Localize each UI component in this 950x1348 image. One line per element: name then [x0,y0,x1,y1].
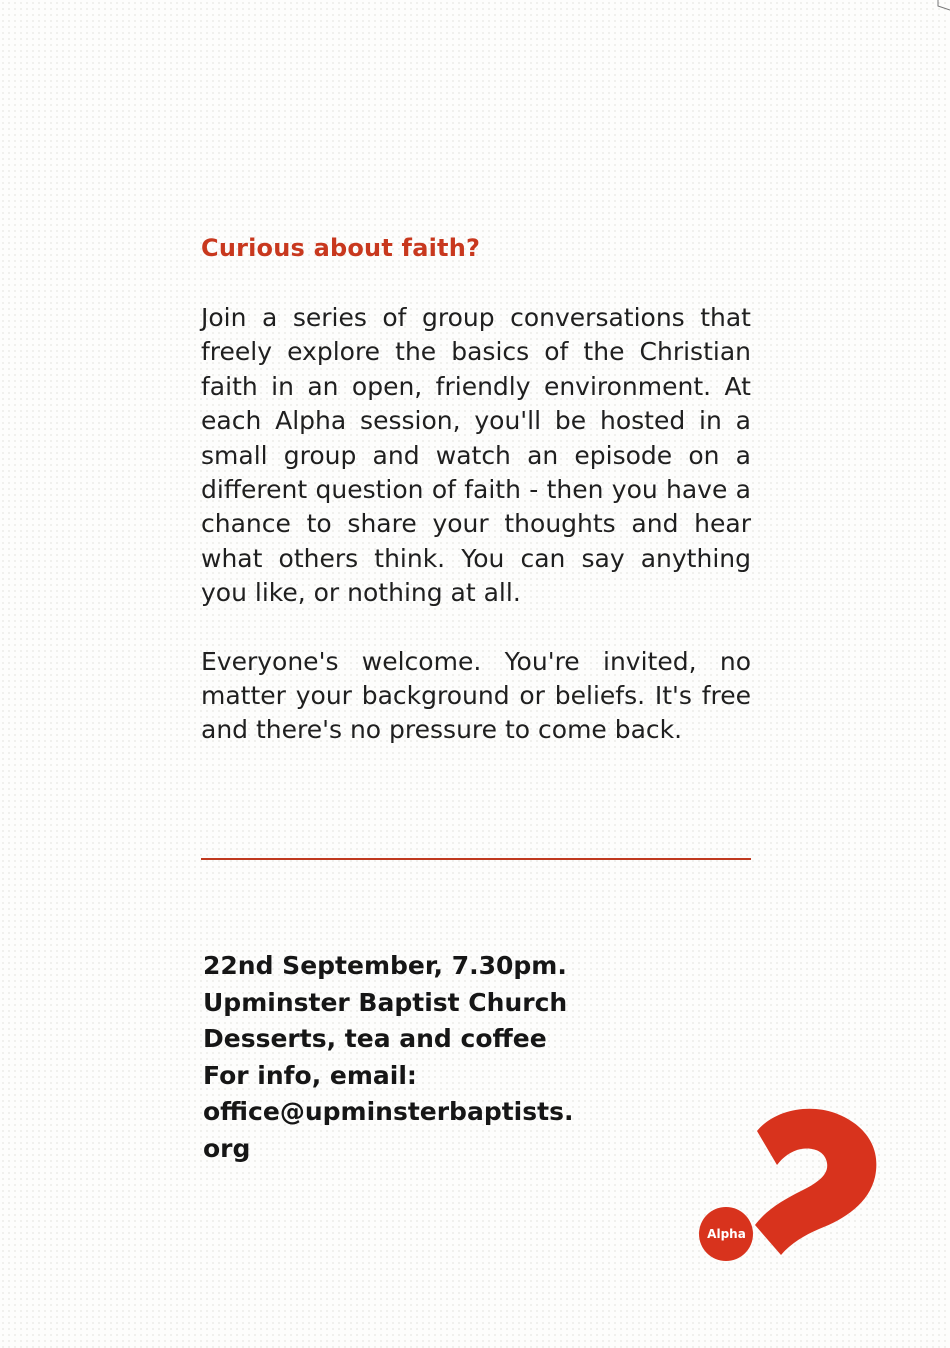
intro-paragraph: Join a series of group conversations that freely explore the basics of the Christian faith in an open, friendly environment. At each Alpha session, you'll be hosted in a small group and watch an episode on a different question of faith - then you have a chance to share your thoughts and hear what others think. You can say anything you like, or nothing at all. [201,303,751,608]
scan-corner-mark [936,0,950,14]
event-refreshments: Desserts, tea and coffee [203,1024,547,1054]
section-divider [201,858,751,860]
flyer-heading: Curious about faith? [201,234,481,262]
event-details [203,948,673,1168]
welcome-paragraph: Everyone's welcome. You're invited, no matter your background or beliefs. It's free and there's no pressure to come back. [201,646,751,745]
contact-email: office@upminsterbaptists. [203,1097,574,1127]
event-venue: Upminster Baptist Church [203,987,568,1017]
event-date: 22nd September, 7.30pm. [203,951,567,980]
info-label: For info, email: [203,1060,417,1090]
contact-email-continued: org [203,1133,251,1163]
alpha-logo-label: Alpha [707,1227,746,1241]
flyer-body [201,228,751,748]
